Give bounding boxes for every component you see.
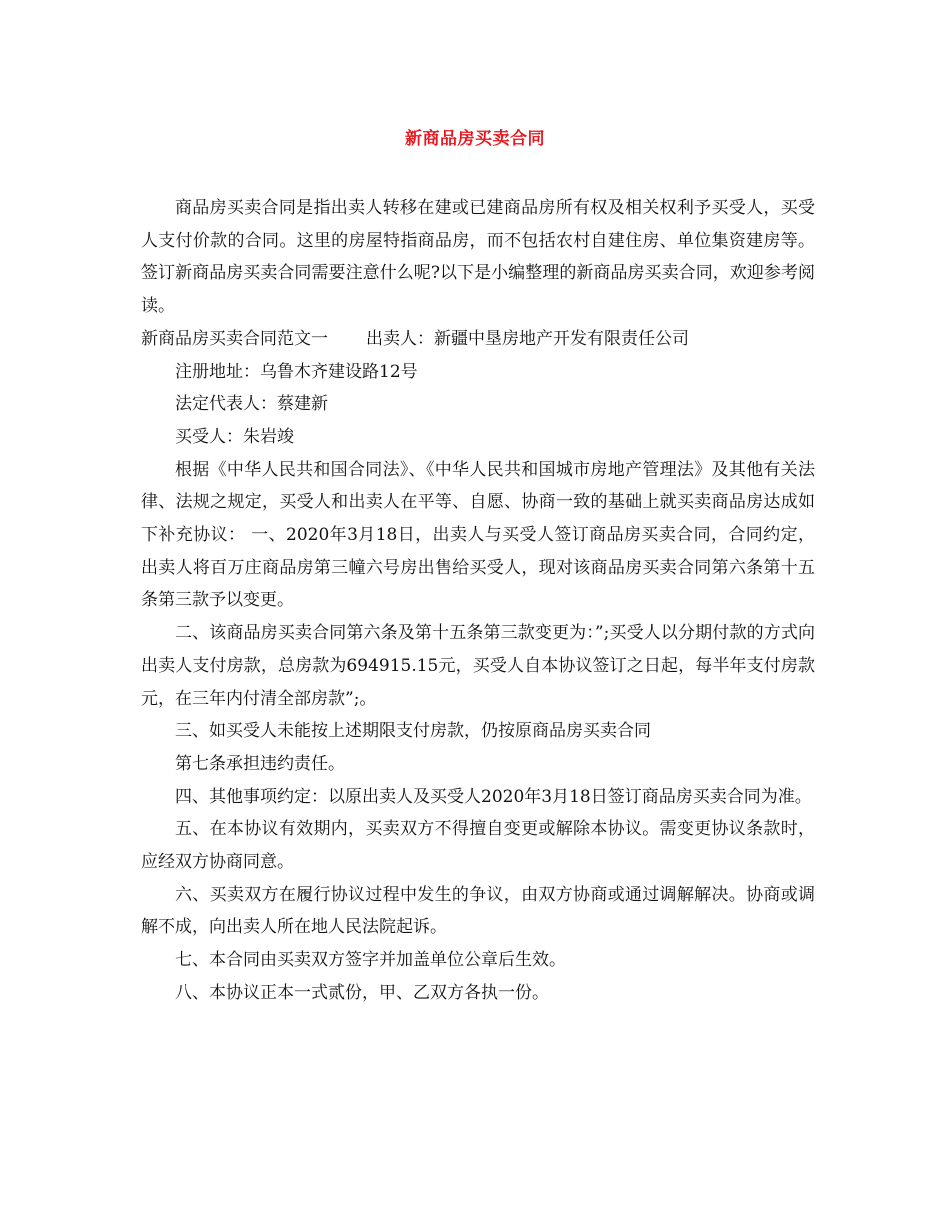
clause-8: 八、本协议正本一式贰份，甲、乙双方各执一份。	[175, 982, 549, 1003]
sample-heading: 新商品房买卖合同范文一	[141, 328, 328, 349]
clause-7: 七、本合同由买卖双方签字并加盖单位公章后生效。	[175, 950, 566, 971]
clause-5: 五、在本协议有效期内，买卖双方不得擅自变更或解除本协议。需变更协议条款时，应经双方协商同意。	[141, 819, 815, 873]
document-body	[141, 192, 815, 1010]
address-line: 注册地址：乌鲁木齐建设路12号	[175, 361, 418, 382]
clause-3-line-1: 三、如买受人未能按上述期限支付房款，仍按原商品房买卖合同	[175, 721, 651, 742]
seller-line: 出卖人：新疆中垦房地产开发有限责任公司	[366, 328, 689, 349]
intro-paragraph: 商品房买卖合同是指出卖人转移在建或已建商品房所有权及相关权利予买受人，买受人支付价款的合同。这里的房屋特指商品房，而不包括农村自建住房、单位集资建房等。签订新商品房买卖合同需要注意什么呢?以下是小编整理的新商品房买卖合同，欢迎参考阅读。	[141, 198, 815, 317]
document-title: 新商品房买卖合同	[405, 129, 545, 149]
buyer-line: 买受人：朱岩竣	[175, 426, 294, 447]
sample-seller-line	[141, 323, 815, 356]
clause-3-line-2: 第七条承担违约责任。	[175, 753, 345, 774]
clause-4: 四、其他事项约定：以原出卖人及买受人2020年3月18日签订商品房买卖合同为准。	[175, 786, 812, 807]
legal-rep-line: 法定代表人：蔡建新	[175, 394, 328, 415]
clause-2: 二、该商品房买卖合同第六条及第十五条第三款变更为：”;买受人以分期付款的方式向出卖人支付房款，总房款为694915.15元，买受人自本协议签订之日起，每半年支付房款 元，在三年内付清全部房款”;。	[141, 623, 815, 709]
preamble-paragraph: 根据《中华人民共和国合同法》、《中华人民共和国城市房地产管理法》及其他有关法律、法规之规定，买受人和出卖人在平等、自愿、协商一致的基础上就买卖商品房达成如下补充协议： 一、2020年3月18日，出卖人与买受人签订商品房买卖合同，合同约定，出卖人将百万庄商品房第三幢六号房出售给买受人，现对该商品房买卖合同第六条第十五条第三款予以变更。	[141, 459, 815, 611]
clause-6: 六、买卖双方在履行协议过程中发生的争议，由双方协商或通过调解解决。协商或调解不成，向出卖人所在地人民法院起诉。	[141, 884, 815, 938]
